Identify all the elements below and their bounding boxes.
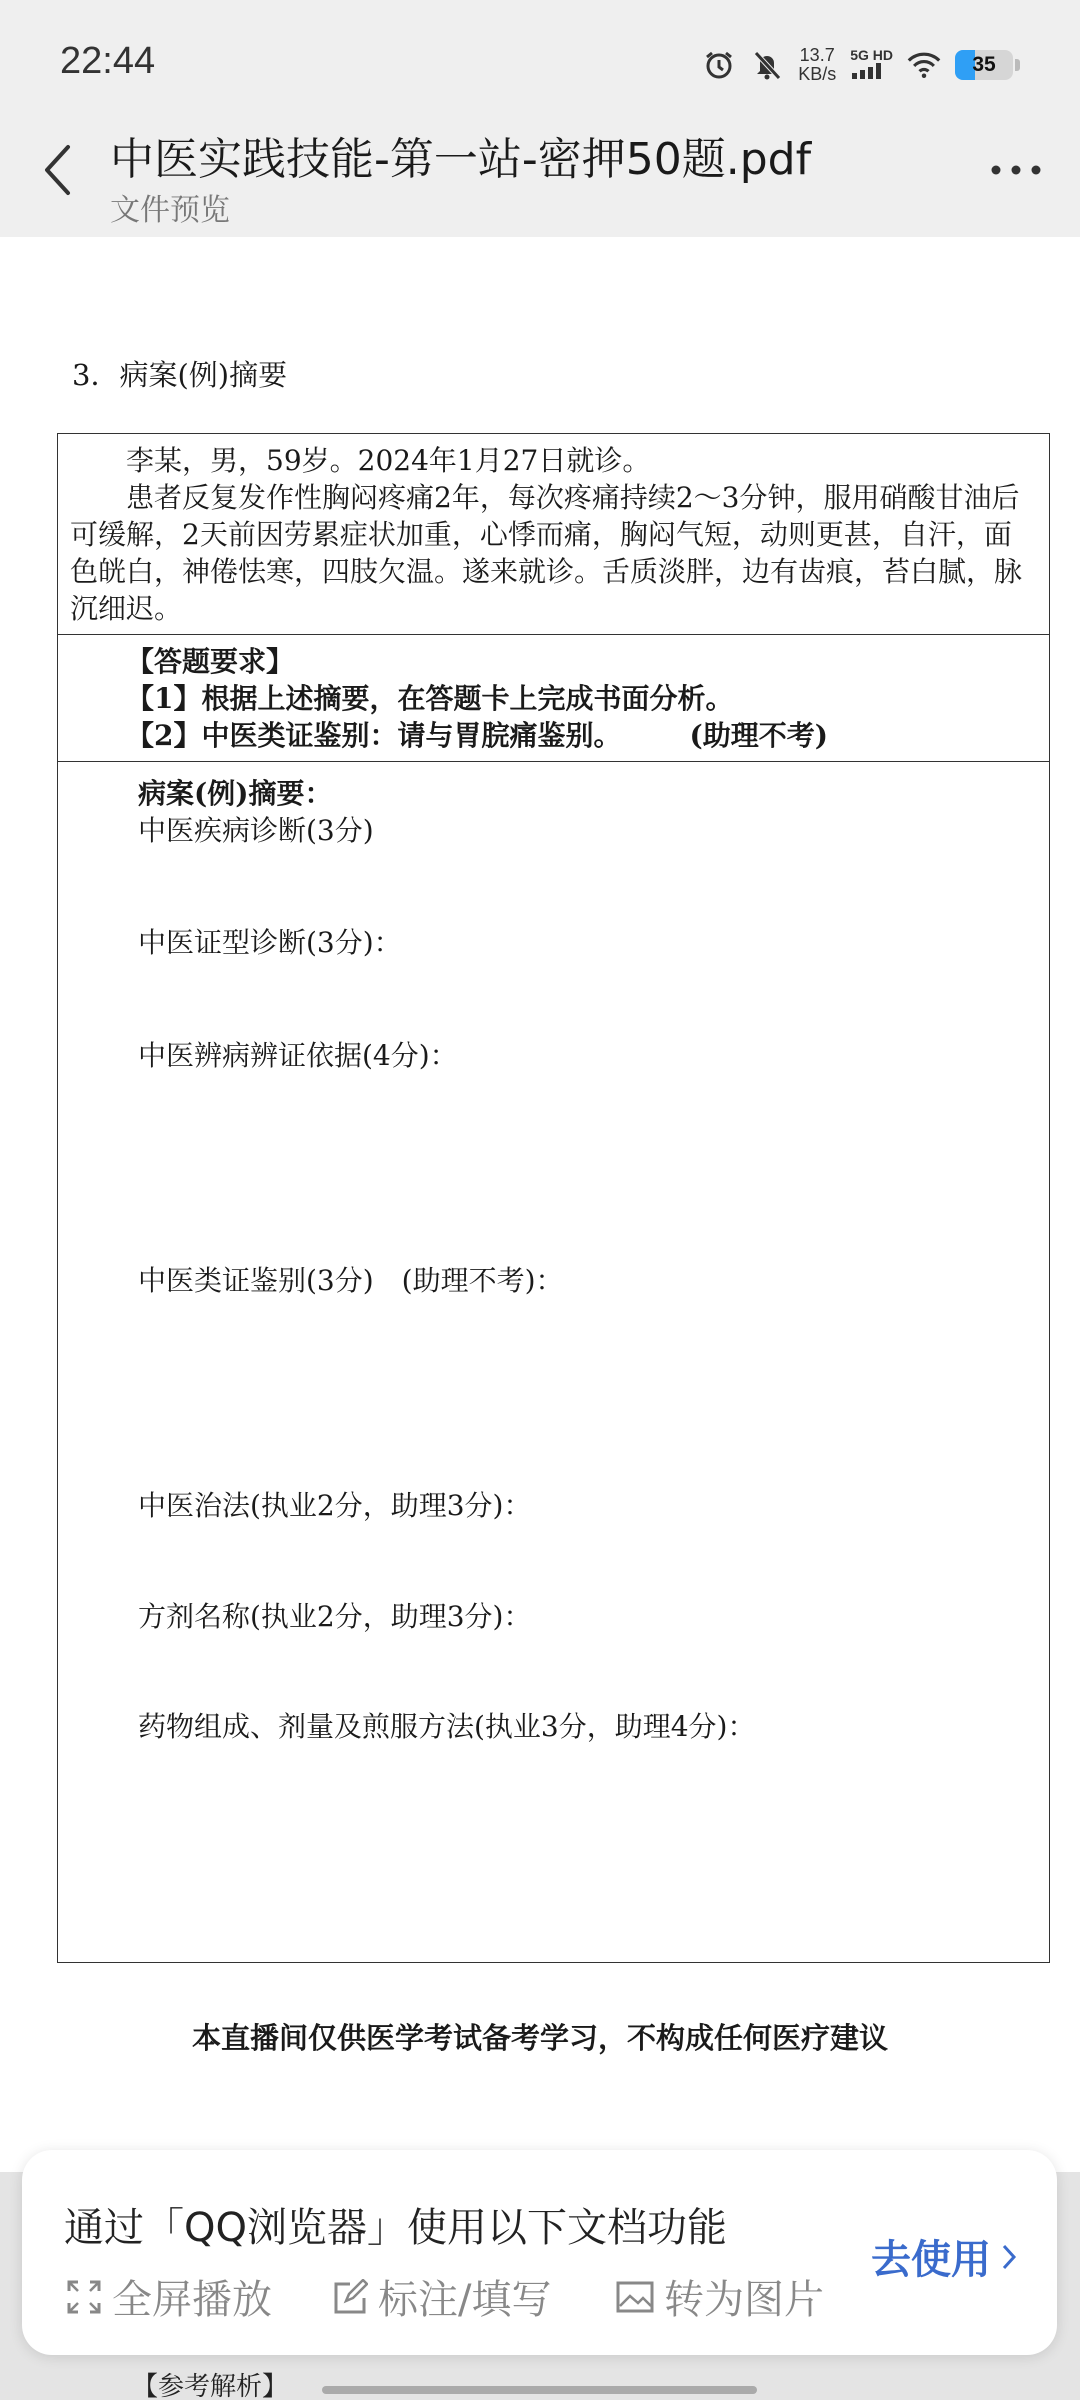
requirements-heading: 【答题要求】 [126, 645, 295, 678]
answer-item: 中医类证鉴别(3分) (助理不考)： [138, 1264, 564, 1297]
battery-tip [1015, 59, 1020, 71]
banner-text: 通过「QQ浏览器」使用以下文档功能 [64, 2205, 727, 2251]
answer-item: 中医治法(执业2分，助理3分)： [138, 1489, 532, 1522]
fullscreen-icon [66, 2279, 102, 2315]
document-subtitle: 文件预览 [110, 193, 230, 228]
answer-item: 药物组成、剂量及煎服方法(执业3分，助理4分)： [138, 1710, 756, 1743]
status-bar [0, 0, 1080, 130]
back-button[interactable] [32, 140, 82, 200]
status-icons [702, 40, 1020, 90]
go-use-button[interactable] [871, 2228, 1017, 2285]
home-indicator[interactable] [322, 2386, 757, 2394]
case-line-1: 李某，男，59岁。2024年1月27日就诊。 [126, 444, 651, 477]
mobile-signal: 5G HD [850, 47, 893, 83]
document-title: 中医实践技能-第一站-密押50题.pdf [110, 134, 812, 185]
image-icon [616, 2280, 654, 2314]
feature-annotate[interactable] [332, 2268, 551, 2325]
answer-item: 方剂名称(执业2分，助理3分)： [138, 1600, 532, 1633]
requirement-1: 【1】根据上述摘要，在答题卡上完成书面分析。 [126, 682, 734, 715]
answer-item: 中医证型诊断(3分)： [138, 926, 402, 959]
section-title: 3．病案(例)摘要 [72, 358, 288, 392]
go-use-label: 去使用 [871, 2237, 991, 2283]
case-table [57, 433, 1050, 1963]
signal-bars-icon [850, 63, 884, 79]
wifi-icon [907, 48, 941, 82]
chevron-right-icon [1001, 2243, 1017, 2271]
edit-icon [332, 2279, 368, 2315]
more-button[interactable] [986, 150, 1046, 190]
top-bar [0, 0, 1080, 237]
qq-browser-banner[interactable] [22, 2150, 1057, 2355]
feature-label: 转为图片 [664, 2277, 824, 2323]
next-section-peek: 【参考解析】 [132, 2372, 289, 2402]
case-summary [58, 434, 1049, 635]
answer-item: 中医疾病诊断(3分) [138, 814, 374, 847]
answer-requirements [58, 635, 1049, 762]
back-arrow-icon [42, 144, 72, 196]
clock: 22:44 [60, 40, 156, 82]
feature-fullscreen[interactable] [66, 2268, 272, 2325]
feature-label: 全屏播放 [112, 2277, 272, 2323]
answer-heading: 病案(例)摘要： [138, 777, 333, 810]
battery-indicator: 35 [955, 50, 1013, 80]
disclaimer: 本直播间仅供医学考试备考学习，不构成任何医疗建议 [191, 2021, 888, 2055]
answer-area [58, 762, 1049, 1962]
more-dots-icon [990, 165, 1042, 175]
requirement-2-row [126, 717, 1049, 754]
alarm-icon [702, 48, 736, 82]
requirement-2: 【2】中医类证鉴别：请与胃脘痛鉴别。 [126, 719, 622, 752]
feature-to-image[interactable] [616, 2268, 824, 2325]
network-speed: 13.7 KB/s [798, 45, 837, 84]
feature-label: 标注/填写 [378, 2277, 552, 2323]
mute-bell-icon [750, 48, 784, 82]
requirement-2-note: (助理不考) [689, 719, 828, 752]
answer-item: 中医辨病辨证依据(4分)： [138, 1039, 458, 1072]
case-line-2: 患者反复发作性胸闷疼痛2年，每次疼痛持续2～3分钟，服用硝酸甘油后可缓解，2天前因劳累症状加重，心悸而痛，胸闷气短，动则更甚，自汗，面色㿠白，神倦怯寒，四肢欠温。遂来就诊。舌质淡胖，边有齿痕，苔白腻，脉沉细迟。 [70, 481, 1023, 625]
